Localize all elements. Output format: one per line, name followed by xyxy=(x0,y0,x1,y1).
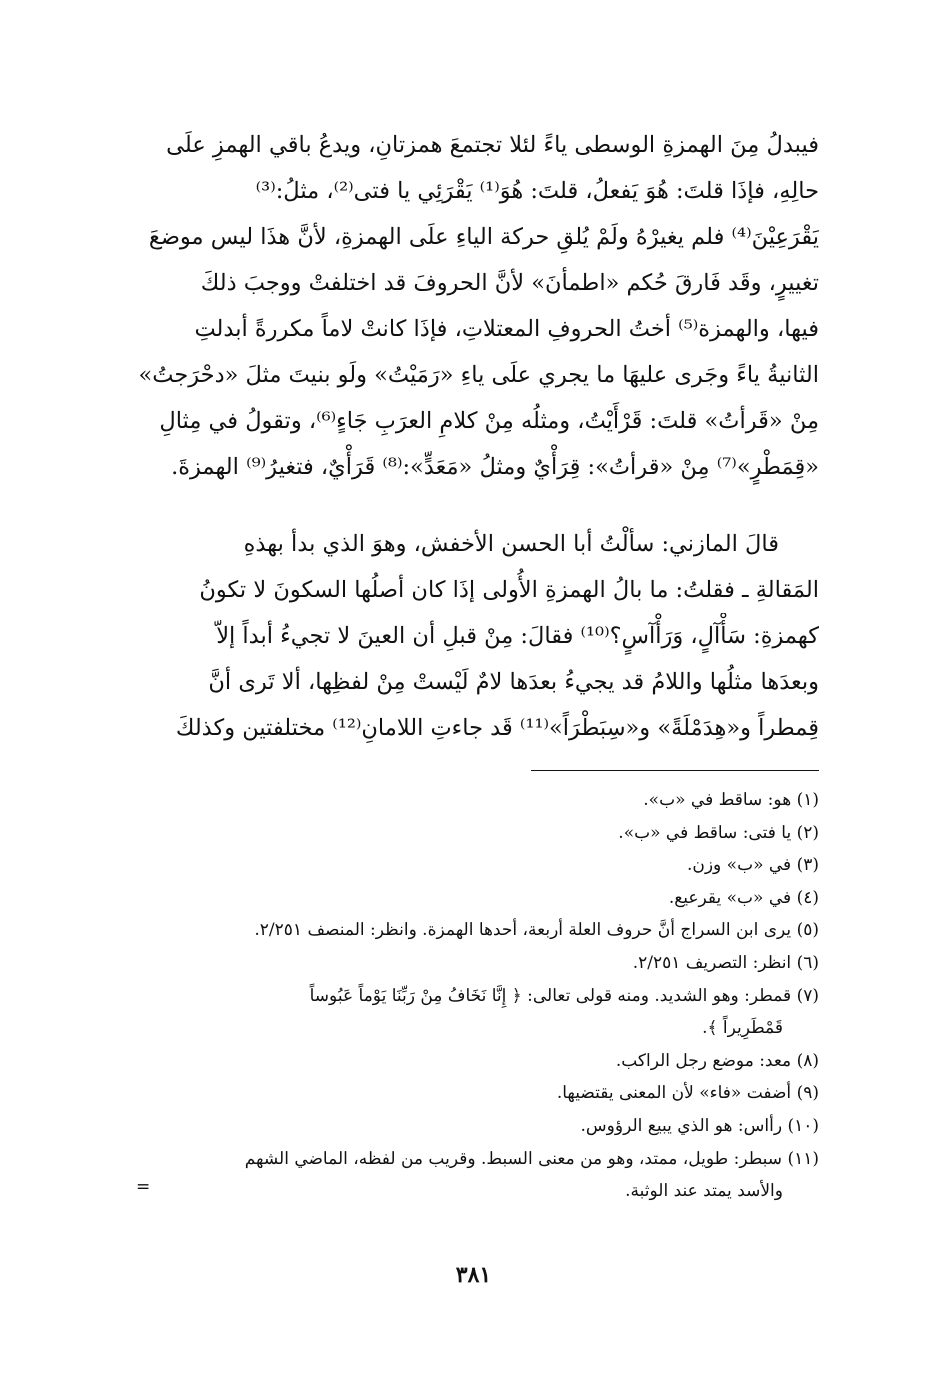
text-line: وبعدَها مثلُها واللامُ قد يجيءُ بعدَها لامٌ لَيْستْ مِنْ لفظِها، ألا تَرى أنَّ xyxy=(208,669,819,695)
footnote-11 xyxy=(128,1143,819,1208)
paragraph-2 xyxy=(128,521,819,751)
footnote-number: (٩) xyxy=(796,1083,819,1104)
text-line: مِنْ «قَرأتُ» قلتَ: قَرْأَيْتُ، ومثلُه مِنْ كلامِ العرَبِ جَاءٍ⁽⁶⁾، وتقولُ في مِثالِ xyxy=(159,408,819,434)
footnote-10 xyxy=(128,1110,819,1143)
text-line: المَقالةِ ـ فقلتُ: ما بالُ الهمزةِ الأُولى إذَا كان أصلُها السكونَ لا تكونُ xyxy=(199,577,819,603)
footnote-number: (٧) xyxy=(796,985,819,1006)
text-line: الثانيةُ ياءً وجَرى عليهَا ما يجري علَى ياءِ «رَمَيْتُ» ولَو بنيتَ مثلَ «دحْرَجتُ» xyxy=(138,362,819,388)
footnote-5 xyxy=(128,914,819,947)
footnote-text: يرى ابن السراج أنَّ حروف العلة أربعة، أحدها الهمزة. وانظر: المنصف ٢/٢٥١. xyxy=(254,920,792,941)
footnote-number: (١) xyxy=(796,790,819,810)
footnote-text: قمطر: وهو الشديد. ومنه قولى تعالى: ﴿ إِنَّا نَخَافُ مِنْ رَبِّنَا يَوْماً عَبُوساً xyxy=(309,985,792,1006)
footnote-4 xyxy=(128,882,819,915)
footnote-text: سبطر: طويل، ممتد، وهو من معنى السبط. وقريب من لفظه، الماضي الشهم xyxy=(244,1148,783,1169)
footnote-8 xyxy=(128,1045,819,1078)
paragraph-1 xyxy=(128,122,819,490)
footnote-continuation: والأسد يمتد عند الوثبة. xyxy=(625,1181,783,1202)
footnote-number: (٣) xyxy=(796,855,819,876)
footnote-9 xyxy=(128,1077,819,1110)
footnote-7 xyxy=(128,980,819,1045)
footnote-6 xyxy=(128,947,819,980)
footnote-1 xyxy=(128,784,819,817)
footnote-text: في «ب» وزن. xyxy=(686,855,792,876)
footnote-text: انظر: التصريف ٢/٢٥١. xyxy=(632,952,792,973)
footnote-number: (١٠) xyxy=(787,1115,819,1136)
footnote-number: (٥) xyxy=(796,920,819,941)
footnote-number: (١١) xyxy=(787,1148,819,1169)
footnote-number: (٢) xyxy=(796,822,819,843)
footnote-continuation: قَمْطَرِيراً ﴾. xyxy=(702,1018,783,1039)
footnote-text: هو: ساقط في «ب». xyxy=(643,790,792,810)
footnote-text: رأاس: هو الذي يبيع الرؤوس. xyxy=(580,1115,783,1136)
footnote-number: (٤) xyxy=(796,887,819,908)
continuation-mark: = xyxy=(136,1177,151,1198)
footnote-2 xyxy=(128,817,819,850)
text-line: فيها، والهمزة⁽⁵⁾ أختُ الحروفِ المعتلاتِ، فإذَا كانتْ لاماً مكررةً أبدلتِ xyxy=(194,316,819,342)
footnote-text: في «ب» يقرعيع. xyxy=(668,887,792,908)
footnotes xyxy=(128,784,819,1208)
footnote-text: معد: موضع رجل الراكب. xyxy=(615,1050,792,1071)
page-number: ٣٨١ xyxy=(455,1262,492,1288)
footnote-text: أضفت «فاء» لأن المعنى يقتضيها. xyxy=(556,1083,792,1104)
footnote-number: (٦) xyxy=(796,952,819,973)
text-line: كهمزةِ: سَأْآلٍ، وَرَأْآسٍ؟⁽¹⁰⁾ فقالَ: مِنْ قبلِ أن العينَ لا تجيءُ أبداً إلاّ xyxy=(216,623,819,649)
text-line: قالَ المازني: سألْتُ أبا الحسن الأخفش، وهوَ الذي بدأ بهذهِ xyxy=(243,531,779,557)
text-line: قِمطراً و«هِدَمْلَةً» و«سِبَطْرَاً»⁽¹¹⁾ قَد جاءتِ اللامانِ⁽¹²⁾ مختلفتين وكذلكَ xyxy=(175,715,819,741)
text-line: تغييرٍ، وقَد فَارقَ حُكم «اطمأنَ» لأنَّ الحروفَ قد اختلفتْ ووجبَ ذلكَ xyxy=(200,270,819,296)
text-line: فيبدلُ مِنَ الهمزةِ الوسطى ياءً لئلا تجتمعَ همزتانِ، ويدعُ باقي الهمزِ علَى xyxy=(166,132,819,158)
footnote-number: (٨) xyxy=(796,1050,819,1071)
footnote-text: يا فتى: ساقط في «ب». xyxy=(618,822,792,843)
text-line: «قِمَطْرٍ»⁽⁷⁾ مِنْ «قرأتُ»: قِرَأْيٌ ومثلُ «مَعَدٍّ»:⁽⁸⁾ قَرَأْيٌ، فتغيرُ⁽⁹⁾ الهمزةَ. xyxy=(171,454,819,480)
text-line: حالِهِ، فإذَا قلتَ: هُوَ يَفعلُ، قلتَ: هُوَ⁽¹⁾ يَقْرَئِي يا فتى⁽²⁾، مثلُ:⁽³⁾ xyxy=(255,178,819,204)
footnote-separator xyxy=(531,770,819,771)
text-line: يَقْرَعِيْنَ⁽⁴⁾ فلم يغيرْهُ ولَمْ يُلقِ حركة الياءِ علَى الهمزةِ، لأنَّ هذَا ليس موضعَ xyxy=(148,224,819,250)
footnote-3 xyxy=(128,849,819,882)
